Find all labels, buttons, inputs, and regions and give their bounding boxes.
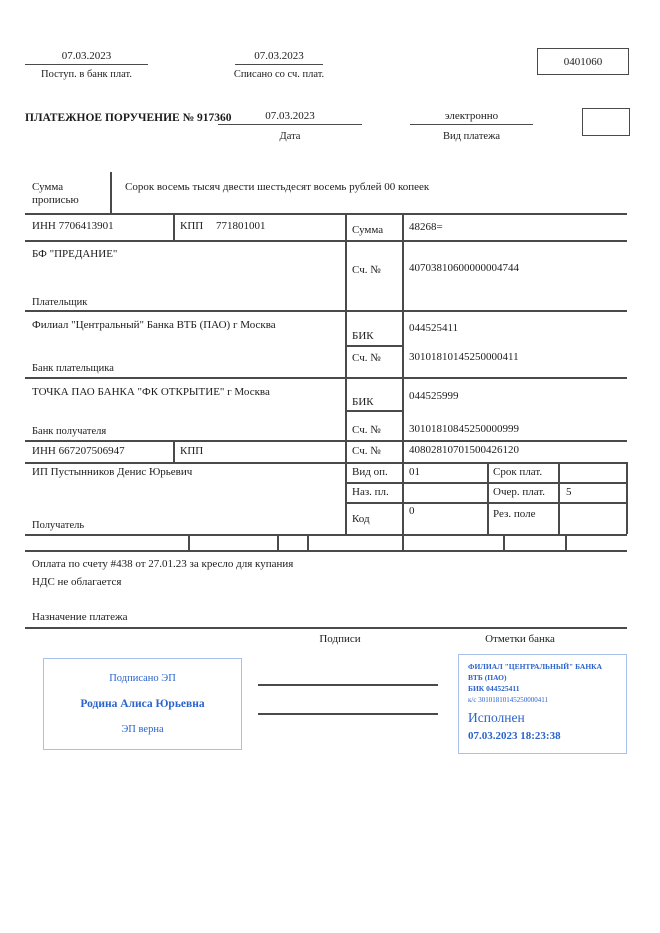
doc-title: ПЛАТЕЖНОЕ ПОРУЧЕНИЕ № 917360: [25, 112, 232, 124]
doc-date-label: Дата: [279, 131, 301, 142]
e-signature-signer-name: Родина Алиса Юрьевна: [80, 698, 205, 710]
bank-stamp-corr-account: к/с 30101810145250000411: [468, 695, 548, 704]
debited-date-label: Списано со сч. плат.: [233, 69, 325, 80]
vid-op-label: Вид оп.: [352, 466, 388, 478]
bank-stamp: [458, 654, 627, 754]
payee-label: Получатель: [32, 520, 85, 531]
e-signature-line-3: ЭП верна: [121, 724, 164, 735]
payer-kpp-value: 771801001: [216, 220, 266, 232]
payment-kind-value: электронно: [410, 110, 533, 125]
payee-bank-name: ТОЧКА ПАО БАНКА "ФК ОТКРЫТИЕ" г Москва: [32, 386, 270, 398]
divider-line: [565, 534, 567, 550]
payer-bank-name: Филиал "Центральный" Банка ВТБ (ПАО) г Москва: [32, 319, 276, 331]
received-date-value: 07.03.2023: [25, 50, 148, 65]
payee-bank-bik-value: 044525999: [409, 390, 459, 402]
divider-line: [25, 627, 627, 629]
divider-line: [25, 310, 627, 312]
purpose-line-1: Оплата по счету #438 от 27.01.23 за кресло для купания: [32, 558, 294, 570]
amount-words-value: Сорок восемь тысяч двести шестьдесят восемь рублей 00 копеек: [125, 181, 430, 193]
e-signature-line-1: Подписано ЭП: [109, 673, 176, 684]
bank-stamp-status: Исполнен: [468, 710, 525, 726]
divider-line: [345, 410, 403, 412]
payer-label: Плательщик: [32, 297, 88, 308]
divider-line: [25, 550, 627, 552]
payer-account-value: 40703810600000004744: [409, 262, 519, 274]
e-signature-stamp: [43, 658, 242, 750]
payee-bank-account-value: 30101810845250000999: [409, 423, 519, 435]
payee-account-value: 40802810701500426120: [409, 444, 519, 456]
divider-line: [173, 213, 175, 240]
bank-stamp-datetime: 07.03.2023 18:23:38: [468, 730, 561, 743]
payer-bank-account-label: Сч. №: [352, 352, 381, 364]
bank-marks-header: Отметки банка: [485, 633, 555, 645]
divider-line: [503, 534, 505, 550]
amount-words-label: Сумма прописью: [32, 181, 79, 206]
payee-kpp-label: КПП: [180, 445, 204, 457]
rez-pole-label: Рез. поле: [493, 508, 536, 520]
debited-date-value: 07.03.2023: [235, 50, 323, 65]
payer-bank-account-value: 30101810145250000411: [409, 351, 519, 363]
divider-line: [25, 240, 627, 242]
divider-line: [173, 440, 175, 462]
payee-name: ИП Пустынников Денис Юрьевич: [32, 466, 193, 478]
naz-pl-label: Наз. пл.: [352, 486, 389, 498]
divider-line: [487, 462, 489, 534]
divider-line: [25, 440, 627, 442]
received-date-label: Поступ. в банк плат.: [41, 69, 132, 80]
bank-stamp-bik: БИК 044525411: [468, 683, 520, 693]
kod-label: Код: [352, 513, 370, 525]
divider-line: [25, 534, 627, 536]
status-code-box: [582, 108, 630, 136]
purpose-label: Назначение платежа: [32, 611, 128, 623]
divider-line: [277, 534, 279, 550]
divider-line: [345, 345, 403, 347]
divider-line: [345, 482, 627, 484]
doc-date-value: 07.03.2023: [218, 110, 362, 125]
divider-line: [188, 534, 190, 550]
signature-line: [258, 684, 438, 686]
payer-name: БФ "ПРЕДАНИЕ": [32, 248, 118, 260]
divider-line: [402, 213, 404, 534]
ocher-plat-label: Очер. плат.: [493, 486, 546, 498]
signatures-header: Подписи: [319, 633, 361, 645]
payer-bank-bik-label: БИК: [352, 330, 374, 342]
ocher-plat-value: 5: [566, 486, 572, 498]
divider-line: [558, 462, 560, 534]
form-code-box: 0401060: [537, 48, 629, 75]
divider-line: [402, 534, 404, 550]
divider-line: [307, 534, 309, 550]
payer-kpp-label: КПП: [180, 220, 204, 232]
bank-stamp-branch-line-2: ВТБ (ПАО): [468, 672, 507, 682]
payer-inn: ИНН 7706413901: [32, 220, 114, 232]
payment-kind-label: Вид платежа: [442, 131, 500, 142]
divider-line: [110, 172, 112, 213]
payee-inn: ИНН 667207506947: [32, 445, 125, 457]
payer-account-label: Сч. №: [352, 264, 381, 276]
sum-value: 48268=: [409, 221, 443, 233]
divider-line: [345, 502, 627, 504]
payer-bank-label: Банк плательщика: [32, 363, 114, 374]
divider-line: [626, 462, 628, 534]
sum-label: Сумма: [352, 224, 384, 236]
divider-line: [25, 462, 627, 464]
srok-plat-label: Срок плат.: [493, 466, 543, 478]
bank-stamp-branch-line-1: ФИЛИАЛ "ЦЕНТРАЛЬНЫЙ" БАНКА: [468, 662, 603, 671]
vid-op-value: 01: [409, 466, 420, 478]
divider-line: [25, 213, 627, 215]
kod-value: 0: [409, 505, 415, 517]
payer-bank-bik-value: 044525411: [409, 322, 459, 334]
payee-bank-bik-label: БИК: [352, 396, 374, 408]
payee-bank-account-label: Сч. №: [352, 424, 381, 436]
purpose-line-2: НДС не облагается: [32, 576, 122, 588]
payee-bank-label: Банк получателя: [32, 426, 107, 437]
payee-account-label: Сч. №: [352, 445, 381, 457]
divider-line: [25, 377, 627, 379]
divider-line: [345, 213, 347, 534]
signature-line: [258, 713, 438, 715]
